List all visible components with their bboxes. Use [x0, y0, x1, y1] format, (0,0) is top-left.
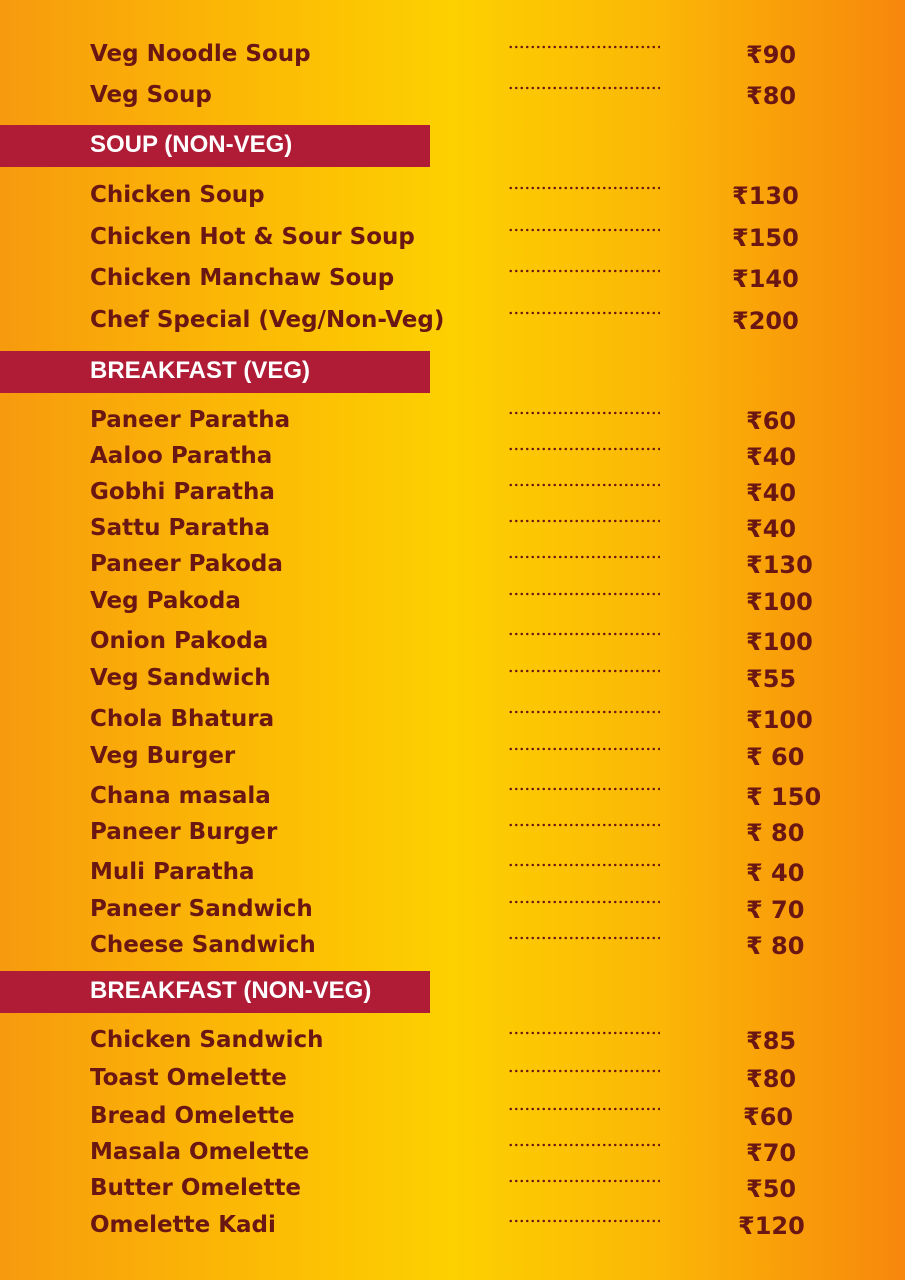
dotted-leader: [508, 1219, 660, 1223]
dotted-leader: [508, 1069, 660, 1073]
dotted-leader: [508, 1143, 660, 1147]
menu-item-price: ₹80: [746, 82, 797, 110]
dotted-leader: [508, 519, 660, 523]
menu-item-row: [0, 219, 905, 255]
dotted-leader: [508, 186, 660, 190]
dotted-leader: [508, 592, 660, 596]
dotted-leader: [508, 45, 660, 49]
menu-item-name: Bread Omelette: [90, 1103, 295, 1129]
menu-item-row: [0, 510, 905, 546]
dotted-leader: [508, 555, 660, 559]
menu-item-name: Butter Omelette: [90, 1175, 302, 1201]
dotted-leader: [508, 228, 660, 232]
menu-item-name: Paneer Paratha: [90, 407, 291, 433]
menu-item-name: Toast Omelette: [90, 1065, 287, 1091]
menu-item-row: [0, 891, 905, 927]
dotted-leader: [508, 483, 660, 487]
menu-item-price: ₹140: [732, 265, 799, 293]
menu-item-price: ₹130: [732, 182, 799, 210]
menu-item-price: ₹70: [746, 1139, 797, 1167]
dotted-leader: [508, 86, 660, 90]
menu-item-name: Chicken Soup: [90, 182, 265, 208]
menu-item-price: ₹60: [746, 407, 797, 435]
menu-item-price: ₹40: [746, 515, 797, 543]
menu-item-row: [0, 1022, 905, 1058]
menu-item-price: ₹ 70: [746, 896, 805, 924]
menu-item-name: Paneer Sandwich: [90, 896, 313, 922]
menu-item-row: [0, 660, 905, 696]
dotted-leader: [508, 447, 660, 451]
menu-item-row: [0, 1134, 905, 1170]
menu-item-name: Chicken Sandwich: [90, 1027, 324, 1053]
section-title: BREAKFAST (VEG): [90, 357, 311, 384]
menu-item-name: Veg Soup: [90, 82, 212, 108]
menu-item-name: Paneer Pakoda: [90, 551, 283, 577]
section-header-soup-non-veg: [0, 125, 430, 167]
menu-item-name: Masala Omelette: [90, 1139, 310, 1165]
dotted-leader: [508, 411, 660, 415]
menu-item-name: Chicken Hot & Sour Soup: [90, 224, 415, 250]
menu-item-price: ₹150: [732, 224, 799, 252]
menu-item-name: Muli Paratha: [90, 859, 255, 885]
menu-item-price: ₹100: [746, 706, 813, 734]
menu-item-price: ₹60: [743, 1103, 794, 1131]
menu-item-price: ₹ 80: [746, 932, 805, 960]
menu-item-row: [0, 402, 905, 438]
menu-item-price: ₹200: [732, 307, 799, 335]
menu-item-name: Cheese Sandwich: [90, 932, 316, 958]
menu-item-row: [0, 814, 905, 850]
menu-item-name: Veg Noodle Soup: [90, 41, 311, 67]
dotted-leader: [508, 863, 660, 867]
section-title: SOUP (NON-VEG): [90, 131, 293, 158]
section-title: BREAKFAST (NON-VEG): [90, 977, 372, 1004]
menu-item-name: Omelette Kadi: [90, 1212, 276, 1238]
menu-item-row: [0, 1207, 905, 1243]
menu-item-price: ₹ 150: [746, 783, 822, 811]
menu-item-price: ₹40: [746, 443, 797, 471]
dotted-leader: [508, 710, 660, 714]
menu-item-row: [0, 1170, 905, 1206]
menu-item-name: Paneer Burger: [90, 819, 278, 845]
menu-item-price: ₹100: [746, 628, 813, 656]
menu-item-name: Veg Sandwich: [90, 665, 271, 691]
dotted-leader: [508, 311, 660, 315]
menu-item-price: ₹90: [746, 41, 797, 69]
menu-item-price: ₹50: [746, 1175, 797, 1203]
menu-item-row: [0, 623, 905, 659]
menu-item-price: ₹130: [746, 551, 813, 579]
dotted-leader: [508, 669, 660, 673]
menu-item-row: [0, 1098, 905, 1134]
menu-item-name: Gobhi Paratha: [90, 479, 275, 505]
menu-item-row: [0, 854, 905, 890]
dotted-leader: [508, 1107, 660, 1111]
dotted-leader: [508, 269, 660, 273]
menu-item-row: [0, 438, 905, 474]
menu-item-price: ₹40: [746, 479, 797, 507]
menu-item-name: Chola Bhatura: [90, 706, 275, 732]
dotted-leader: [508, 823, 660, 827]
menu-item-price: ₹ 40: [746, 859, 805, 887]
dotted-leader: [508, 936, 660, 940]
menu-item-name: Chana masala: [90, 783, 271, 809]
section-header-breakfast-veg: [0, 351, 430, 393]
dotted-leader: [508, 1031, 660, 1035]
section-header-breakfast-non-veg: [0, 971, 430, 1013]
menu-item-row: [0, 302, 905, 338]
menu-item-row: [0, 738, 905, 774]
menu-item-name: Onion Pakoda: [90, 628, 269, 654]
menu-item-row: [0, 1060, 905, 1096]
menu-item-row: [0, 77, 905, 113]
menu-item-row: [0, 778, 905, 814]
menu-item-row: [0, 546, 905, 582]
menu-item-name: Chicken Manchaw Soup: [90, 265, 395, 291]
menu-item-price: ₹100: [746, 588, 813, 616]
menu-item-row: [0, 177, 905, 213]
dotted-leader: [508, 1179, 660, 1183]
menu-item-name: Aaloo Paratha: [90, 443, 273, 469]
menu-item-price: ₹ 80: [746, 819, 805, 847]
dotted-leader: [508, 787, 660, 791]
menu-item-row: [0, 36, 905, 72]
menu-item-row: [0, 474, 905, 510]
menu-item-price: ₹120: [738, 1212, 805, 1240]
menu-item-name: Veg Pakoda: [90, 588, 241, 614]
menu-item-price: ₹ 60: [746, 743, 805, 771]
menu-item-price: ₹55: [746, 665, 797, 693]
dotted-leader: [508, 632, 660, 636]
dotted-leader: [508, 747, 660, 751]
menu-item-row: [0, 260, 905, 296]
menu-item-name: Sattu Paratha: [90, 515, 270, 541]
menu-item-price: ₹80: [746, 1065, 797, 1093]
dotted-leader: [508, 900, 660, 904]
menu-item-price: ₹85: [746, 1027, 797, 1055]
menu-item-name: Veg Burger: [90, 743, 236, 769]
menu-item-row: [0, 583, 905, 619]
menu-item-row: [0, 927, 905, 963]
menu-item-name: Chef Special (Veg/Non-Veg): [90, 307, 445, 333]
menu-item-row: [0, 701, 905, 737]
